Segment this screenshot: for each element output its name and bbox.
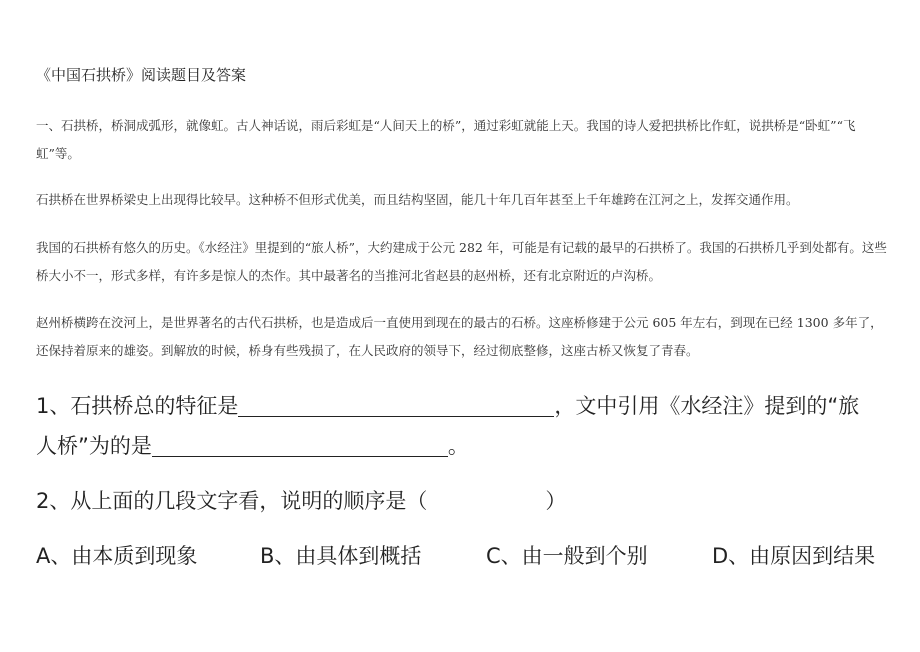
option-c[interactable]: C、由一般到个别 bbox=[486, 544, 648, 568]
paragraph-2: 石拱桥在世界桥梁史上出现得比较早。这种桥不但形式优美，而且结构坚固，能几十年几百年甚至上千年雄跨在江河之上，发挥交通作用。 bbox=[36, 192, 799, 207]
question-1-line-2 bbox=[36, 430, 469, 460]
question-1-text-b: ，文中引用《水经注》提到的“旅 bbox=[554, 394, 860, 418]
option-a[interactable]: A、由本质到现象 bbox=[36, 544, 198, 568]
question-1-line-1 bbox=[36, 390, 859, 420]
paragraph-4: 赵州桥横跨在洨河上，是世界著名的古代石拱桥，也是造成后一直使用到现在的最古的石桥。这座桥修建于公元 605 年左右，到现在已经 1300 多年了，还保持着原来的雄姿。到解放的时候，桥身有些残损了，在人民政府的领导下，经过彻底整修，这座古桥又恢复了青春。 bbox=[36, 315, 883, 358]
question-1-text-a: 1、石拱桥总的特征是 bbox=[36, 394, 239, 418]
paragraph-1: 一、石拱桥，桥洞成弧形，就像虹。古人神话说，雨后彩虹是“人间天上的桥”，通过彩虹就能上天。我国的诗人爱把拱桥比作虹，说拱桥是“卧虹”“飞虹”等。 bbox=[36, 118, 856, 161]
question-1-text-c: 人桥”为的是 bbox=[36, 434, 152, 458]
paragraph-3: 我国的石拱桥有悠久的历史。《水经注》里提到的“旅人桥”，大约建成于公元 282 年，可能是有记载的最早的石拱桥了。我国的石拱桥几乎到处都有。这些桥大小不一，形式多样，有许多是惊人的杰作。其中最著名的当推河北省赵县的赵州桥，还有北京附近的卢沟桥。 bbox=[36, 240, 887, 283]
document-title: 《中国石拱桥》阅读题目及答案 bbox=[36, 66, 247, 84]
answer-blank-2[interactable] bbox=[152, 434, 448, 457]
question-2-text: 2、从上面的几段文字看，说明的顺序是（ bbox=[36, 489, 428, 513]
answer-blank-1[interactable] bbox=[238, 394, 554, 417]
question-2-close-paren: ） bbox=[545, 489, 567, 513]
question-2 bbox=[36, 485, 566, 515]
question-1-text-d: 。 bbox=[447, 434, 469, 458]
option-b[interactable]: B、由具体到概括 bbox=[260, 544, 422, 568]
option-d[interactable]: D、由原因到结果 bbox=[712, 544, 876, 568]
